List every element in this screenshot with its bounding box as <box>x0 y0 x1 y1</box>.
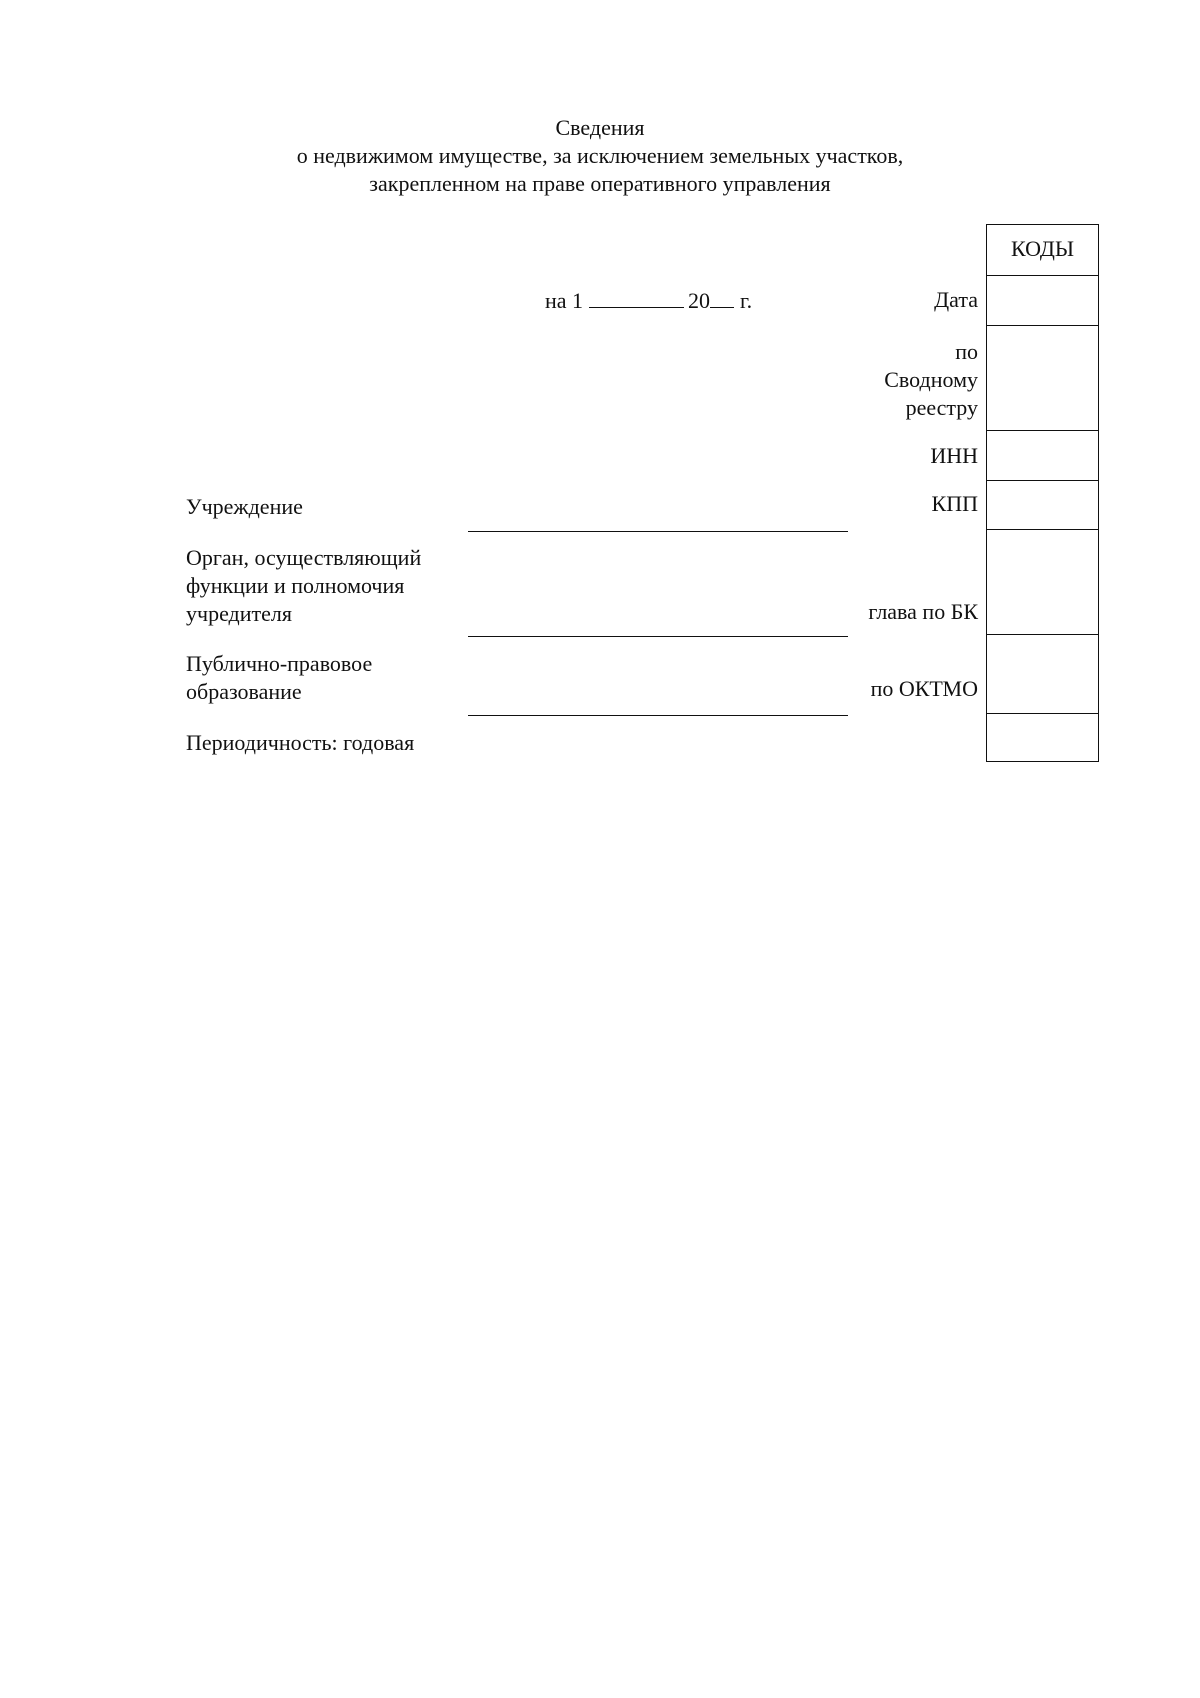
date-month-blank[interactable] <box>589 287 684 308</box>
date-code-label: Дата <box>934 287 978 312</box>
inn-code-label: ИНН <box>930 443 978 468</box>
registry-code-label-line-2: Сводному <box>884 367 978 392</box>
code-cell-date[interactable] <box>987 275 1098 325</box>
code-cell-registry[interactable] <box>987 325 1098 430</box>
public-entity-field-line[interactable] <box>468 715 848 716</box>
registry-code-label-line-3: реестру <box>905 395 978 420</box>
report-date-line <box>545 287 752 314</box>
title-line-2: о недвижимом имуществе, за исключением земельных участков, <box>296 143 904 168</box>
oktmo-code-label: по ОКТМО <box>870 676 978 701</box>
institution-field-line[interactable] <box>468 531 848 532</box>
code-cell-oktmo[interactable] <box>987 634 1098 713</box>
registry-code-label-line-1: по <box>955 339 978 364</box>
kpp-code-label: КПП <box>931 491 978 516</box>
founder-field-line[interactable] <box>468 636 848 637</box>
public-entity-label-line-2: образование <box>186 679 302 704</box>
date-year-blank[interactable] <box>710 287 734 308</box>
code-cell-periodicity[interactable] <box>987 713 1098 761</box>
code-cell-kpp[interactable] <box>987 480 1098 529</box>
founder-label-line-1: Орган, осуществляющий <box>186 545 422 570</box>
founder-label-line-2: функции и полномочия <box>186 573 405 598</box>
periodicity-label: Периодичность: годовая <box>186 730 415 755</box>
title-line-1: Сведения <box>555 115 645 140</box>
date-year-prefix: 20 <box>688 288 711 313</box>
budget-chapter-code-label: глава по БК <box>868 599 978 624</box>
document-title <box>0 114 1200 198</box>
date-suffix: г. <box>740 288 753 313</box>
code-cell-budget-chapter[interactable] <box>987 529 1098 634</box>
codes-table <box>986 224 1099 762</box>
title-line-3: закрепленном на праве оперативного управления <box>369 171 831 196</box>
institution-label: Учреждение <box>186 494 303 519</box>
code-cell-inn[interactable] <box>987 430 1098 480</box>
date-prefix: на 1 <box>545 288 584 313</box>
public-entity-label-line-1: Публично-правовое <box>186 651 373 676</box>
founder-label-line-3: учредителя <box>186 601 292 626</box>
codes-header: КОДЫ <box>1010 236 1075 261</box>
